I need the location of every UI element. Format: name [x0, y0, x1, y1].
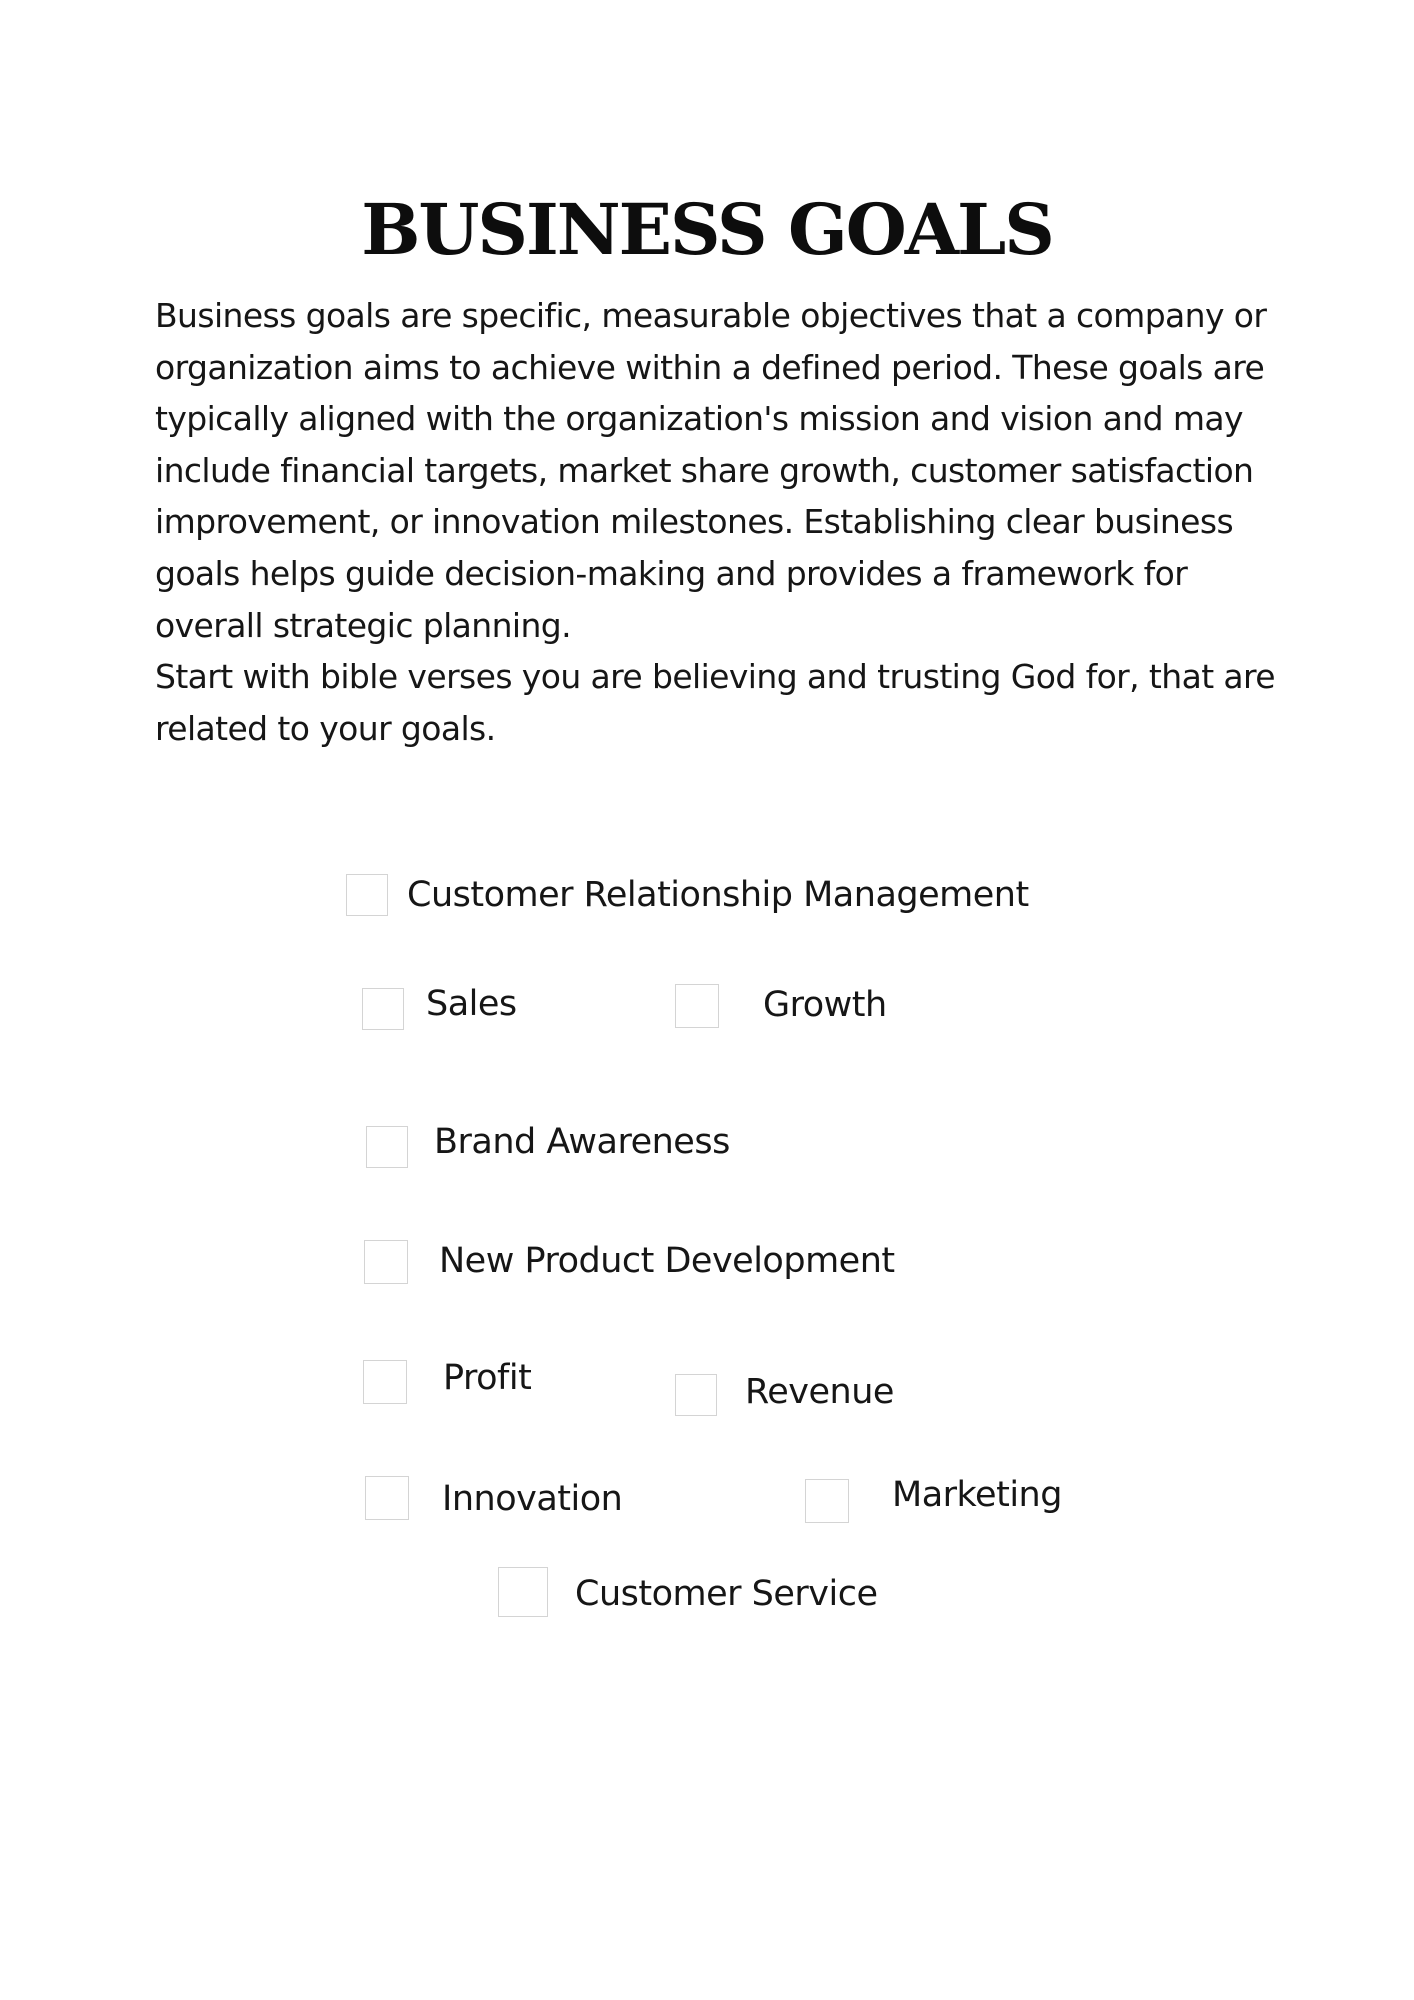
goal-innovation-label: Innovation — [442, 1479, 623, 1519]
goal-marketing-checkbox[interactable] — [805, 1479, 849, 1523]
goal-profit-checkbox[interactable] — [363, 1360, 407, 1404]
intro-paragraph: Business goals are specific, measurable objectives that a company or organization aims to achieve within a defined period. These goals are typically aligned with the organization's mission and vision and may include financial targets, market share growth, customer satisfaction improvement, or innovation milestones. Establishing clear business goals helps guide decision-making and provides a framework for overall strategic planning. — [155, 296, 1267, 645]
page-title: BUSINESS GOALS — [361, 188, 1053, 271]
goal-brand-awareness-label: Brand Awareness — [434, 1122, 730, 1162]
goal-new-product-development-checkbox[interactable] — [364, 1240, 408, 1284]
goal-sales-checkbox[interactable] — [362, 988, 404, 1030]
goal-crm-label: Customer Relationship Management — [407, 875, 1029, 915]
goal-revenue-label: Revenue — [745, 1372, 894, 1412]
goal-customer-service-label: Customer Service — [575, 1574, 878, 1614]
goal-brand-awareness-checkbox[interactable] — [366, 1126, 408, 1168]
goal-marketing-label: Marketing — [892, 1475, 1062, 1515]
goal-sales-label: Sales — [426, 984, 517, 1024]
goal-customer-service-checkbox[interactable] — [498, 1567, 548, 1617]
goal-new-product-development-label: New Product Development — [439, 1241, 895, 1281]
instruction-paragraph: Start with bible verses you are believing and trusting God for, that are related to your goals. — [155, 657, 1276, 748]
goal-revenue-checkbox[interactable] — [675, 1374, 717, 1416]
intro-text — [155, 290, 1305, 754]
goal-growth-label: Growth — [763, 985, 887, 1025]
goal-crm-checkbox[interactable] — [346, 874, 388, 916]
goal-growth-checkbox[interactable] — [675, 984, 719, 1028]
goal-profit-label: Profit — [443, 1358, 532, 1398]
goal-innovation-checkbox[interactable] — [365, 1476, 409, 1520]
